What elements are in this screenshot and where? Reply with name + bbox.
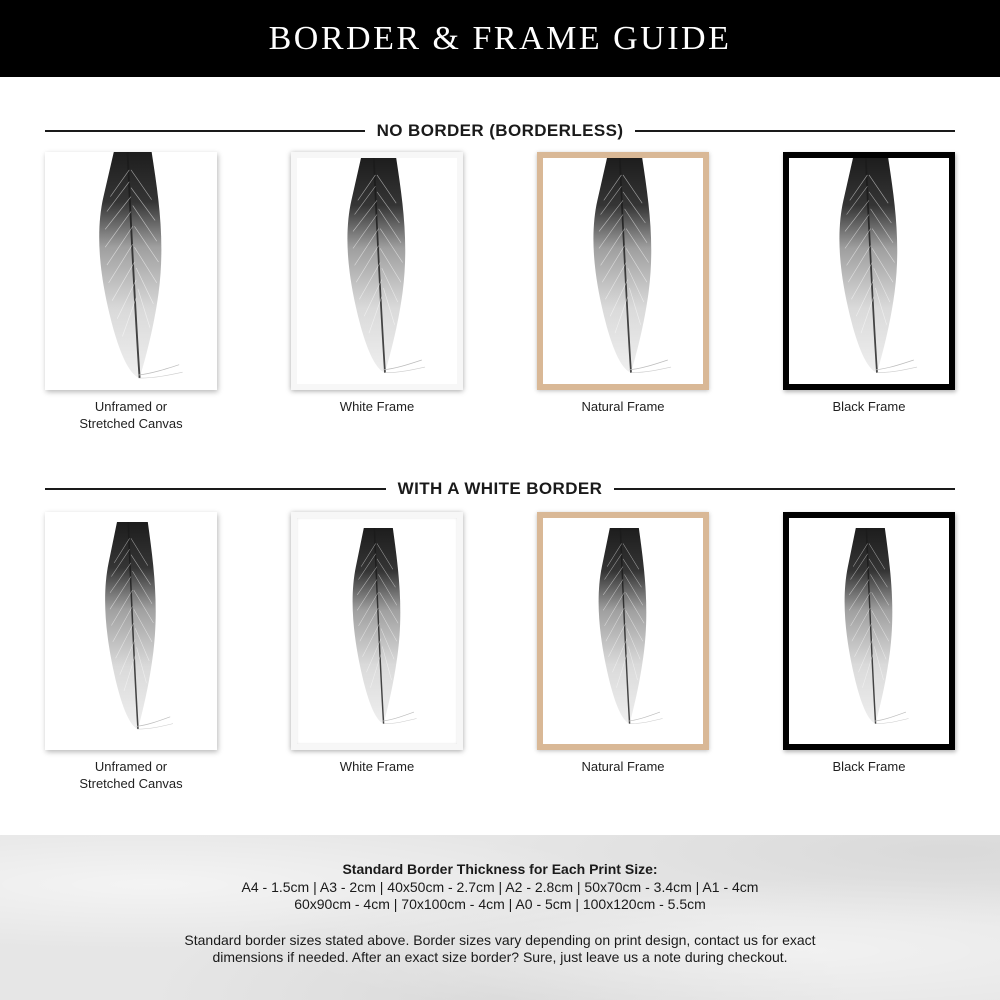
feather-artwork-icon xyxy=(789,158,949,384)
feather-artwork-icon xyxy=(803,528,935,734)
border-thickness-footer xyxy=(0,835,1000,1000)
white-frame xyxy=(291,152,463,390)
section-title: NO BORDER (BORDERLESS) xyxy=(376,121,624,140)
footer-title: Standard Border Thickness for Each Print Size: xyxy=(342,861,658,877)
sizes-line-1: A4 - 1.5cm | A3 - 2cm | 40x50cm - 2.7cm | A2 - 2.8cm | 50x70cm - 3.4cm | A1 - 4cm xyxy=(241,879,759,895)
black-frame xyxy=(783,152,955,390)
heading-rule-right xyxy=(635,130,955,132)
feather-artwork-icon xyxy=(297,158,457,384)
feather-artwork-icon xyxy=(557,528,689,734)
header-banner xyxy=(0,0,1000,77)
feather-artwork-icon xyxy=(311,528,443,734)
section-heading-white-border xyxy=(45,477,955,501)
item-caption: Black Frame xyxy=(832,399,906,414)
unframed-print xyxy=(45,512,217,750)
sizes-line-2: 60x90cm - 4cm | 70x100cm - 4cm | A0 - 5cm | 100x120cm - 5.5cm xyxy=(294,896,706,912)
item-caption: Natural Frame xyxy=(581,399,665,414)
item-caption: Natural Frame xyxy=(581,759,665,774)
feather-artwork-icon xyxy=(61,522,201,740)
section-title: WITH A WHITE BORDER xyxy=(397,479,603,498)
natural-frame xyxy=(537,512,709,750)
black-frame xyxy=(783,512,955,750)
item-caption: Unframed or Stretched Canvas xyxy=(79,399,183,431)
item-caption: White Frame xyxy=(339,399,415,414)
page-title: BORDER & FRAME GUIDE xyxy=(268,19,732,57)
unframed-print xyxy=(45,152,217,390)
heading-rule-left xyxy=(45,130,365,132)
heading-rule-left xyxy=(45,488,386,490)
heading-rule-right xyxy=(614,488,955,490)
item-caption: Unframed or Stretched Canvas xyxy=(79,759,183,791)
footer-note-line-1: Standard border sizes stated above. Border sizes vary depending on print design, contact us for exact xyxy=(184,932,816,948)
footer-note-line-2: dimensions if needed. After an exact size border? Sure, just leave us a note during checkout. xyxy=(212,949,788,965)
item-caption: Black Frame xyxy=(832,759,906,774)
section-heading-borderless xyxy=(45,119,955,143)
white-frame xyxy=(291,512,463,750)
feather-artwork-icon xyxy=(543,158,703,384)
feather-artwork-icon xyxy=(45,152,217,390)
natural-frame xyxy=(537,152,709,390)
item-caption: White Frame xyxy=(339,759,415,774)
